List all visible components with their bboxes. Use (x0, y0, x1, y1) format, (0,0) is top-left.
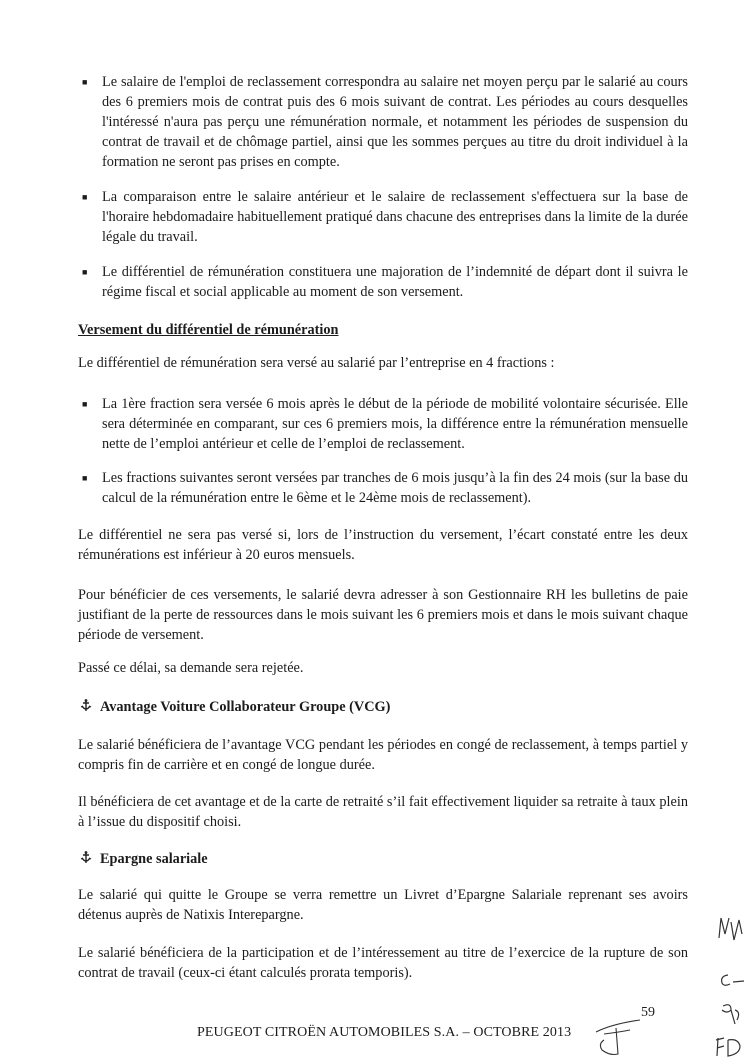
paragraph: Pour bénéficier de ces versements, le salarié devra adresser à son Gestionnaire RH les bulletins de paie justifiant de la perte de ressources dans le mois suivant les 6 premiers mois et dans le mois suivant chaque période de versement. (78, 587, 688, 643)
bullet-text: Les fractions suivantes seront versées par tranches de 6 mois jusqu’à la fin des 24 mois (sur la base du calcul de la rémunération entre le 6ème et le 24ème mois de reclassement). (102, 470, 688, 506)
handwritten-initials (712, 1032, 744, 1060)
handwritten-initials (716, 970, 746, 990)
bullet-marker: ■ (82, 399, 88, 409)
list-item (78, 468, 688, 508)
bullet-marker: ■ (82, 192, 88, 202)
paragraph: Il bénéficiera de cet avantage et de la carte de retraité s’il fait effectivement liquider sa retraite à taux plein à l’issue du dispositif choisi. (78, 794, 688, 830)
handwritten-initials (717, 1000, 745, 1028)
list-item (78, 262, 688, 302)
list-item (78, 72, 688, 172)
section-heading-versement: Versement du différentiel de rémunération (78, 322, 339, 338)
section-heading-epargne: Epargne salariale (100, 851, 208, 867)
list-item (78, 187, 688, 247)
bullet-text: Le différentiel de rémunération constituera une majoration de l’indemnité de départ dont il suivra le régime fiscal et social applicable au moment de son versement. (102, 264, 688, 300)
anchor-flourish-icon (78, 850, 94, 866)
list-item (78, 394, 688, 454)
bullet-text: La 1ère fraction sera versée 6 mois après le début de la période de mobilité volontaire sécurisée. Elle sera déterminée en comparant, sur ces 6 premiers mois, la différence entre la rémunération mensuelle nette de l’emploi antérieur et celle de l’emploi de reclassement. (102, 396, 688, 452)
bullet-marker: ■ (82, 77, 88, 87)
anchor-flourish-icon (78, 698, 94, 714)
page-number: 59 (641, 1005, 655, 1020)
paragraph: Le différentiel de rémunération sera versé au salarié par l’entreprise en 4 fractions : (78, 355, 555, 371)
bullet-text: La comparaison entre le salaire antérieur et le salaire de reclassement s'effectuera sur la base de l'horaire hebdomadaire habituellement pratiqué dans chacune des entreprises dans la limite de la durée légale du travail. (102, 189, 688, 245)
paragraph: Passé ce délai, sa demande sera rejetée. (78, 660, 304, 676)
paragraph: Le différentiel ne sera pas versé si, lors de l’instruction du versement, l’écart constaté entre les deux rémunérations est inférieur à 20 euros mensuels. (78, 527, 688, 563)
handwritten-signature (590, 1010, 650, 1060)
bullet-text: Le salaire de l'emploi de reclassement correspondra au salaire net moyen perçu par le salarié au cours des 6 premiers mois de contrat puis des 6 mois suivant de contrat. Les périodes au cours desquelles l'intéressé n'aura pas perçu une rémunération normale, et notamment les périodes de suspension du contrat de travail et de chômage partiel, ainsi que les sommes perçues au titre du droit individuel à la formation ne seront pas prises en compte. (102, 74, 688, 170)
paragraph: Le salarié bénéficiera de la participation et de l’intéressement au titre de l’exercice de la rupture de son contrat de travail (ceux-ci étant calculés prorata temporis). (78, 945, 688, 981)
section-heading-vcg: Avantage Voiture Collaborateur Groupe (VCG) (100, 699, 391, 715)
paragraph: Le salarié qui quitte le Groupe se verra remettre un Livret d’Epargne Salariale reprenant ses avoirs détenus auprès de Natixis Interepargne. (78, 887, 688, 923)
paragraph: Le salarié bénéficiera de l’avantage VCG pendant les périodes en congé de reclassement, à temps partiel y compris fin de carrière et en congé de longue durée. (78, 737, 688, 773)
handwritten-initials (715, 912, 745, 948)
bullet-marker: ■ (82, 267, 88, 277)
bullet-marker: ■ (82, 473, 88, 483)
footer-text: PEUGEOT CITROËN AUTOMOBILES S.A. – OCTOBRE 2013 (197, 1025, 572, 1040)
